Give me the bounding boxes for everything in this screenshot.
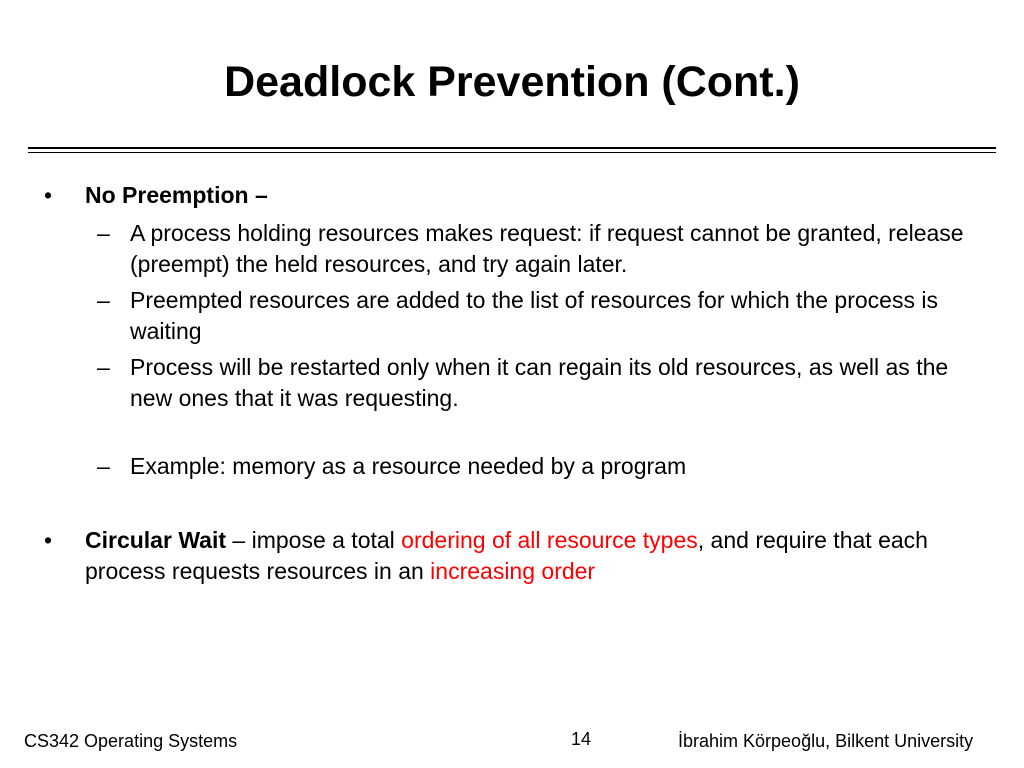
sub-bullet-dash: – <box>97 287 110 313</box>
title-divider-thin <box>28 152 996 153</box>
subitem-text: Example: memory as a resource needed by a program <box>130 453 687 479</box>
circular-wait-part-2: , and require that each process requests resources in an <box>85 527 928 584</box>
circular-wait-text <box>85 525 985 587</box>
title-divider-thick <box>28 147 996 149</box>
footer-course: CS342 Operating Systems <box>24 731 238 751</box>
footer-author: İbrahim Körpeoğlu, Bilkent University <box>678 731 974 751</box>
no-preemption-heading: No Preemption – <box>85 182 268 208</box>
subitem-text: Process will be restarted only when it can regain its old resources, as well as the new ones that it was requesting. <box>130 354 949 411</box>
sub-bullet-dash: – <box>97 354 110 380</box>
circular-wait-heading: Circular Wait <box>85 527 227 553</box>
highlight-ordering: ordering of all resource types <box>401 527 698 553</box>
highlight-increasing-order: increasing order <box>430 558 596 584</box>
bullet-dot: • <box>44 182 53 208</box>
sub-bullet-dash: – <box>97 453 110 479</box>
subitem-text: Preempted resources are added to the list of resources for which the process is waiting <box>130 287 938 344</box>
footer-page-number: 14 <box>571 729 592 749</box>
circular-wait-part-1: – impose a total <box>226 527 402 553</box>
slide-title: Deadlock Prevention (Cont.) <box>224 58 800 106</box>
bullet-dot: • <box>44 527 53 553</box>
subitem-text: A process holding resources makes request: if request cannot be granted, release (preempt) the held resources, and try again later. <box>130 220 964 277</box>
sub-bullet-dash: – <box>97 220 110 246</box>
